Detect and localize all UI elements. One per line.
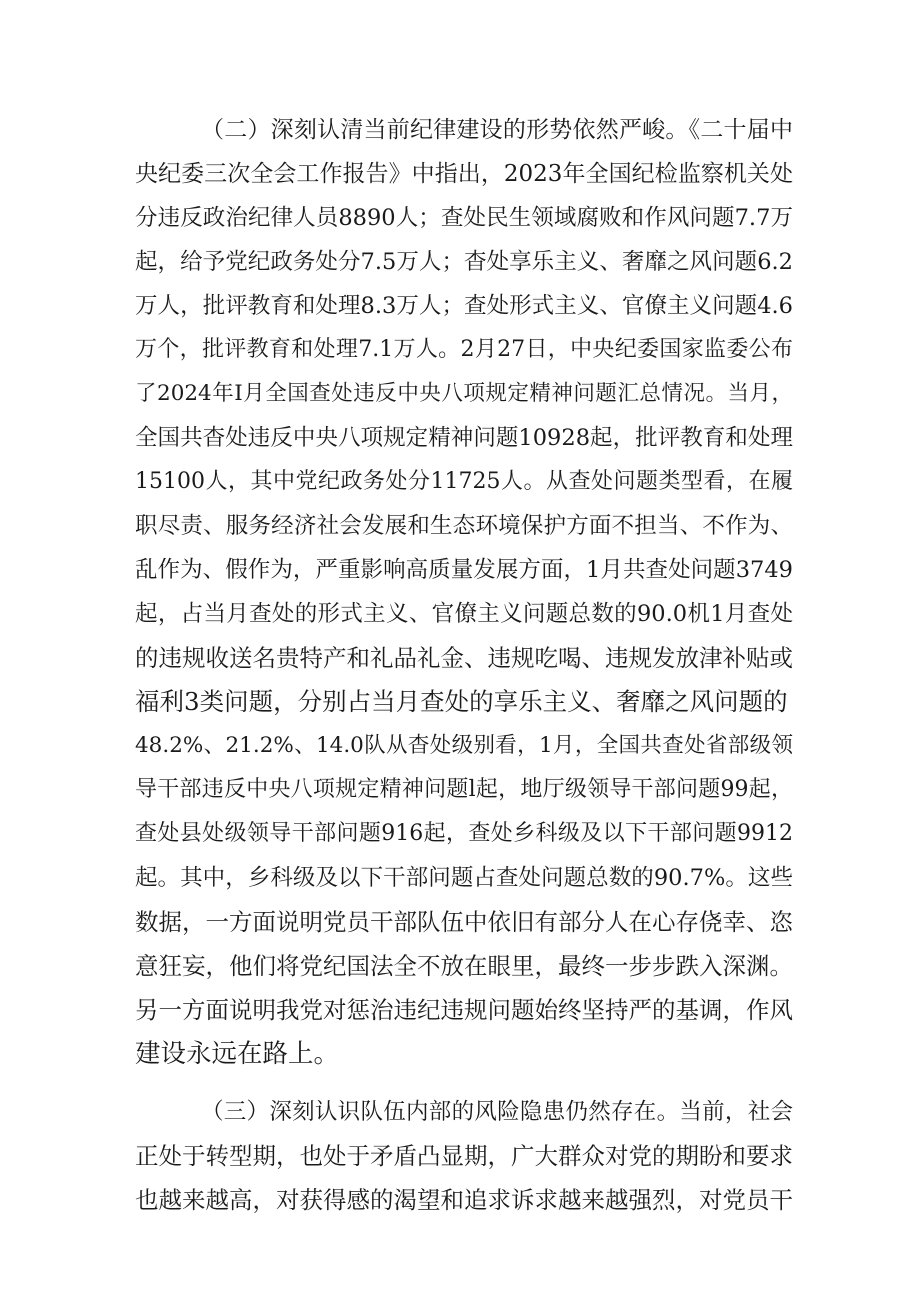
text-line: 数据，一方面说明党员干部队伍中依旧有部分人在心存侥幸、恣: [135, 908, 793, 936]
text-line: 乱作为、假作为，严重影响高质量发展方面，1月共查处问题3749: [135, 557, 793, 583]
text-line: 查处县处级领导干部问题916起，查处乡科级及以下干部问题9912: [135, 821, 793, 846]
text-line: 15100人，其中党纪政务处分11725人。从查处问题类型看，在履: [135, 469, 793, 494]
text-line: 全国共杳处违反中央八项规定精神问题10928起，批评教育和处理: [135, 425, 793, 451]
text-line: 福利3类问题，分别占当月查处的享乐主义、奢靡之风问题的: [135, 687, 788, 716]
text-line: 央纪委三次全会工作报告》中指出，2023年全国纪检监察机关处: [135, 161, 793, 187]
text-line: 万人，批评教育和处理8.3万人；查处形式主义、官僚主义问题4.6: [135, 293, 793, 319]
text-line: 另一方面说明我党对惩治违纪违规问题始终坚持严的基调，作风: [135, 996, 793, 1024]
text-line: 职尽责、服务经济社会发展和生态环境保护方面不担当、不作为、: [135, 513, 793, 539]
document-body: [135, 108, 793, 1222]
text-line: （三）深刻认识队伍内部的风险隐患仍然存在。当前，社会: [201, 1099, 793, 1125]
text-line: 建设永远在路上。: [135, 1039, 340, 1069]
paragraph-internal-risks: [135, 1090, 793, 1222]
text-line: 正处于转型期，也处于矛盾凸显期，广大群众对党的期盼和要求: [135, 1142, 793, 1170]
text-line: 起。其中，乡科级及以下干部问题占查处问题总数的90.7%。这些: [135, 865, 793, 891]
text-line: （二）深刻认清当前纪律建设的形势依然严峻。《二十届中: [201, 117, 793, 143]
text-line: 的违规收送名贵特产和礼品礼金、违规吃喝、违规发放津补贴或: [135, 644, 793, 672]
text-line: 起，占当月查处的形式主义、官僚主义问题总数的90.0机1月查处: [135, 601, 793, 627]
text-line: 了2024年I月全国查处违反中央八项规定精神问题汇总情况。当月，: [135, 381, 793, 406]
text-line: 起，给予党纪政务处分7.5万人；杳处享乐主义、奢靡之风问题6.2: [135, 249, 793, 275]
text-line: 导干部违反中央八项规定精神问题l起，地厅级领导干部问题99起，: [135, 777, 793, 802]
paragraph-discipline-situation: [135, 108, 793, 1076]
text-line: 意狂妄，他们将党纪国法全不放在眼里，最终一步步跌入深渊。: [135, 952, 793, 980]
text-line: 万个，批评教育和处理7.1万人。2月27日，中央纪委国家监委公布: [135, 337, 793, 362]
text-line: 也越来越高，对获得感的渴望和追求诉求越来越强烈，对党员干: [135, 1186, 793, 1214]
text-line: 分违反政治纪律人员8890人；查处民生领域腐败和作风问题7.7万: [135, 205, 793, 231]
text-line: 48.2%、21.2%、14.0队从杳处级别看，1月，全国共查处省部级领: [135, 733, 793, 758]
